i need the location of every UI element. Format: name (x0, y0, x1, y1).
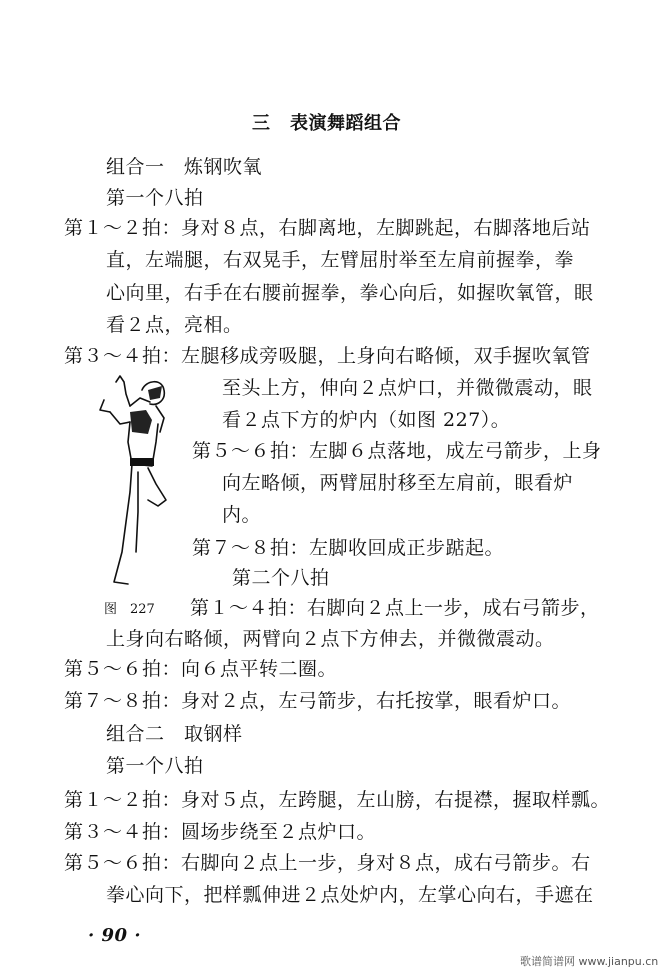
combo1-beat78: 第７～８拍：左脚收回成正步踮起。 (192, 537, 505, 559)
combo2-eight1-heading: 第一个八拍 (106, 755, 204, 777)
combo2-title: 组合二 取钢样 (106, 723, 243, 745)
page-number: · 90 · (88, 925, 142, 946)
section-number: 三 (252, 113, 271, 134)
dancer-illustration-icon (86, 372, 186, 590)
combo1-beat12-line1: 第１～２拍：身对８点，右脚离地，左脚跳起，右脚落地后站 (64, 217, 591, 239)
combo1-title: 组合一 炼钢吹氧 (106, 156, 263, 178)
combo2-beat56-line2: 拳心向下，把样瓢伸进２点处炉内，左掌心向右，手遮在 (106, 884, 594, 906)
combo2-beat12: 第１～２拍：身对５点，左跨腿，左山膀，右提襟，握取样瓢。 (64, 789, 611, 811)
combo1-e2beat56: 第５～６拍：向６点平转二圈。 (64, 658, 338, 680)
combo1-eight1-heading: 第一个八拍 (106, 187, 204, 209)
combo1-eight2-heading: 第二个八拍 (232, 567, 330, 589)
combo1-beat12-line2: 直，左端腿，右双晃手，左臂屈肘举至左肩前握拳，拳 (106, 249, 575, 271)
combo1-e2beat14-line2: 上身向右略倾，两臂向２点下方伸去，并微微震动。 (106, 628, 555, 650)
combo1-beat56-line1: 第５～６拍：左脚６点落地，成左弓箭步，上身 (192, 440, 602, 462)
section-title: 表演舞蹈组合 (290, 113, 401, 134)
combo1-beat34-line2: 至头上方，伸向２点炉口，并微微震动，眼 (222, 377, 593, 399)
combo1-e2beat14-line1: 第１～４拍：右脚向２点上一步，成右弓箭步， (190, 597, 600, 619)
combo1-beat34-line3: 看２点下方的炉内（如图 227）。 (222, 409, 511, 431)
combo1-beat34-line1: 第３～４拍：左腿移成旁吸腿，上身向右略倾，双手握吹氧管 (64, 345, 591, 367)
combo1-beat56-line2: 向左略倾，两臂屈肘移至左肩前，眼看炉 (222, 472, 574, 494)
combo1-e2beat78: 第７～８拍：身对２点，左弓箭步，右托按掌，眼看炉口。 (64, 690, 572, 712)
combo2-beat56-line1: 第５～６拍：右脚向２点上一步，身对８点，成右弓箭步。右 (64, 852, 591, 874)
watermark: 歌谱简谱网 www.jianpu.cn (520, 955, 659, 968)
combo1-beat12-line3: 心向里，右手在右腰前握拳，拳心向后，如握吹氧管，眼 (106, 282, 594, 304)
combo2-beat34: 第３～４拍：圆场步绕至２点炉口。 (64, 821, 377, 843)
combo1-beat12-line4: 看２点，亮相。 (106, 314, 243, 336)
combo1-beat56-line3: 内。 (222, 504, 262, 526)
figure-caption: 图 227 (104, 602, 155, 617)
